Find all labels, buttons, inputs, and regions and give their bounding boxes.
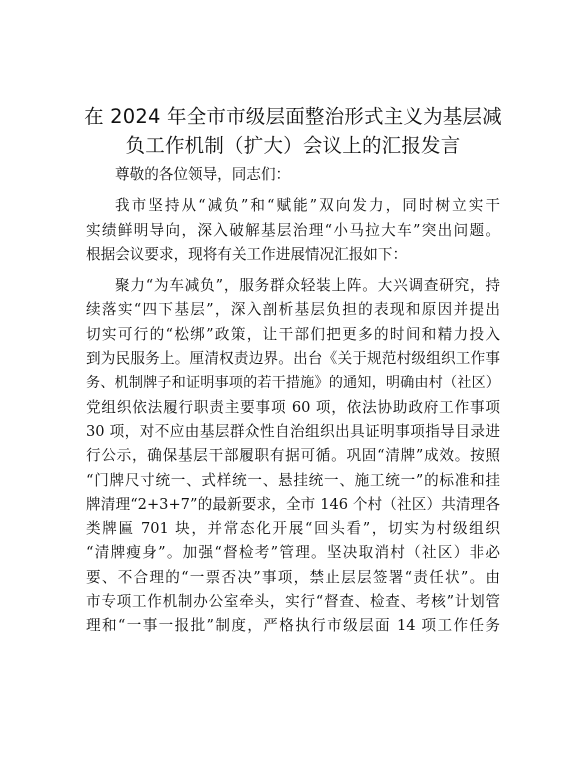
title-line: 负工作机制（扩大）会议上的汇报发言 (125, 134, 461, 157)
paragraph-line: 市专项工作机制办公室牵头，实行“督查、检查、考核”计划管 (86, 593, 500, 611)
paragraph-line: 务、机制牌子和证明事项的若干措施》的通知，明确由村（社区） (86, 375, 500, 392)
paragraph-line: 行公示，确保基层干部履职有据可循。巩固“清牌”成效。按照 (86, 447, 500, 465)
paragraph-line: 实绩鲜明导向，深入破解基层治理“小马拉大车”突出问题。 (86, 221, 500, 239)
paragraph-line: 要、不合理的“一票否决”事项，禁止层层签署“责任状”。由 (86, 568, 500, 586)
salutation (86, 163, 500, 187)
title-line: 在 2024 年全市市级层面整治形式主义为基层减 (84, 105, 502, 128)
paragraph-line: 30 项，对不应由基层群众性自治组织出具证明事项指导目录进 (86, 422, 500, 440)
paragraph-line: 到为民服务上。厘清权责边界。出台《关于规范村级组织工作事 (86, 350, 500, 368)
paragraph-line: 切实可行的“松绑”政策，让干部们把更多的时间和精力投入 (86, 325, 500, 343)
paragraph-line: 党组织依法履行职责主要事项 60 项，依法协助政府工作事项 (86, 398, 500, 416)
paragraph-line: “门牌尺寸统一、式样统一、悬挂统一、施工统一”的标准和挂 (86, 471, 500, 489)
document-title (70, 102, 516, 160)
paragraph-line: 牌清理“2+3+7”的最新要求，全市 146 个村（社区）共清理各 (86, 495, 500, 513)
paragraph-intro (86, 194, 500, 267)
paragraph-line: 我市坚持从“减负”和“赋能”双向发力，同时树立实干 (115, 197, 500, 215)
salutation-text: 尊敬的各位领导，同志们： (115, 166, 291, 183)
document-body (86, 163, 500, 646)
paragraph-burden-reduction (86, 274, 500, 638)
paragraph-line: 续落实“四下基层”，深入剖析基层负担的表现和原因并提出 (86, 301, 500, 319)
paragraph-line: 理和“一事一报批”制度，严格执行市级层面 14 项工作任务 (86, 617, 500, 635)
paragraph-line: “清牌瘦身”。加强“督检考”管理。坚决取消村（社区）非必 (86, 544, 500, 562)
paragraph-line: 聚力“为车减负”，服务群众轻装上阵。大兴调查研究，持 (115, 277, 500, 295)
paragraph-line: 根据会议要求，现将有关工作进展情况汇报如下： (86, 245, 408, 263)
paragraph-line: 类牌匾 701 块，并常态化开展“回头看”，切实为村级组织 (86, 520, 500, 538)
